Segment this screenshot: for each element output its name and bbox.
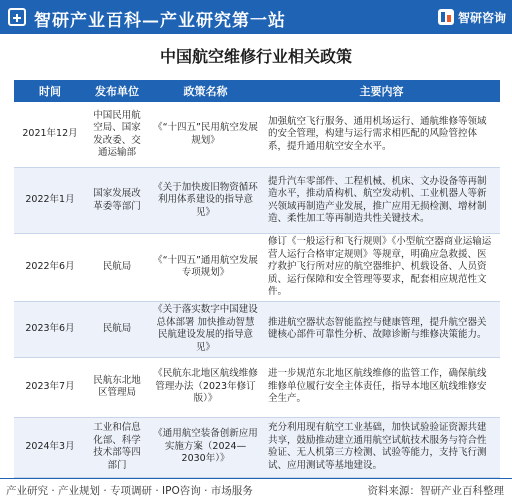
cell-content: 进一步规范东北地区航线维修的监管工作，确保航线维修单位履行安全主体责任，指导本地区航线维修安全生产。: [263, 357, 500, 417]
bar-chart-icon: [438, 9, 454, 25]
cell-policy-name: 《关于加快废旧物资循环利用体系建设的指导意见》: [148, 168, 263, 234]
cell-dept: 民航东北地区管理局: [86, 357, 148, 417]
cell-time: 2022年6月: [14, 234, 86, 302]
cell-content: 修订《一般运行和飞行规则》《小型航空器商业运输运营人运行合格审定规则》等规章，明确应急救援、医疗救护飞行所对应的航空器维护、机载设备、人员资质、运行保障和安全管理等要求，配套相应规范性文件。: [263, 234, 500, 302]
column-header-content: 主要内容: [263, 80, 500, 102]
policy-table: [14, 80, 500, 478]
cell-time: 2021年12月: [14, 102, 86, 168]
plus-icon: [8, 8, 26, 26]
table-row: [14, 102, 500, 168]
table-row: [14, 417, 500, 477]
footer: [0, 478, 512, 500]
cell-dept: 中国民用航空局、国家发改委、交通运输部: [86, 102, 148, 168]
cell-time: 2023年7月: [14, 357, 86, 417]
footer-source: 资料来源：智研产业百科整理: [367, 485, 504, 497]
cell-content: 加强航空飞行服务、通用机场运行、通航维修等领域的安全管理，构建与运行需求相匹配的风险管控体系，提升通用航空安全水平。: [263, 102, 500, 168]
cell-dept: 国家发展改革委等部门: [86, 168, 148, 234]
table-header-row: [14, 80, 500, 102]
brand-logo-text: 智研咨询: [457, 10, 506, 25]
cell-dept: 民航局: [86, 234, 148, 302]
cell-content: 充分利用现有航空工业基础，加快试验验证资源共建共享，鼓励推动建立通用航空试航技术服务与符合性验证、无人机第三方检测、试验等能力，支持飞行测试、应用测试等基地建设。: [263, 417, 500, 477]
cell-dept: 民航局: [86, 301, 148, 357]
cell-content: 推进航空器状态智能监控与健康管理，提升航空器关键核心部件可靠性分析、故障诊断与维修决策能力。: [263, 301, 500, 357]
cell-time: 2024年3月: [14, 417, 86, 477]
page-title: 中国航空维修行业相关政策: [159, 47, 352, 66]
cell-time: 2022年1月: [14, 168, 86, 234]
cell-content: 提升汽车零部件、工程机械、机床、文办设备等再制造水平，推动盾构机、航空发动机、工业机器人等新兴领域再制造产业发展，推广应用无损检测、增材制造、柔性加工等再制造共性关键技术。: [263, 168, 500, 234]
footer-divider: [0, 478, 512, 479]
column-header-name: 政策名称: [148, 80, 263, 102]
table-row: [14, 168, 500, 234]
cell-dept: 工业和信息化部、科学技术部等四部门: [86, 417, 148, 477]
table-row: [14, 357, 500, 417]
cell-policy-name: 《关于落实数字中国建设总体部署 加快推动智慧民航建设发展的指导意见》: [148, 301, 263, 357]
cell-policy-name: 《通用航空装备创新应用实施方案（2024—2030年）》: [148, 417, 263, 477]
cell-policy-name: 《“十四五”民用航空发展规划》: [148, 102, 263, 168]
cell-time: 2023年6月: [14, 301, 86, 357]
table-row: [14, 301, 500, 357]
header-slogan: 智研产业百科—产业研究第一站: [34, 11, 286, 31]
column-header-time: 时间: [14, 80, 86, 102]
brand-logo[interactable]: [438, 6, 506, 28]
cell-policy-name: 《“十四五”通用航空发展专项规划》: [148, 234, 263, 302]
header-band: [0, 0, 512, 34]
table-row: [14, 234, 500, 302]
footer-services: 产业研究 · 产业规划 · 专项调研 · IPO咨询 · 市场服务: [6, 485, 253, 497]
cell-policy-name: 《民航东北地区航线维修管理办法（2023年修订版）》: [148, 357, 263, 417]
column-header-dept: 发布单位: [86, 80, 148, 102]
